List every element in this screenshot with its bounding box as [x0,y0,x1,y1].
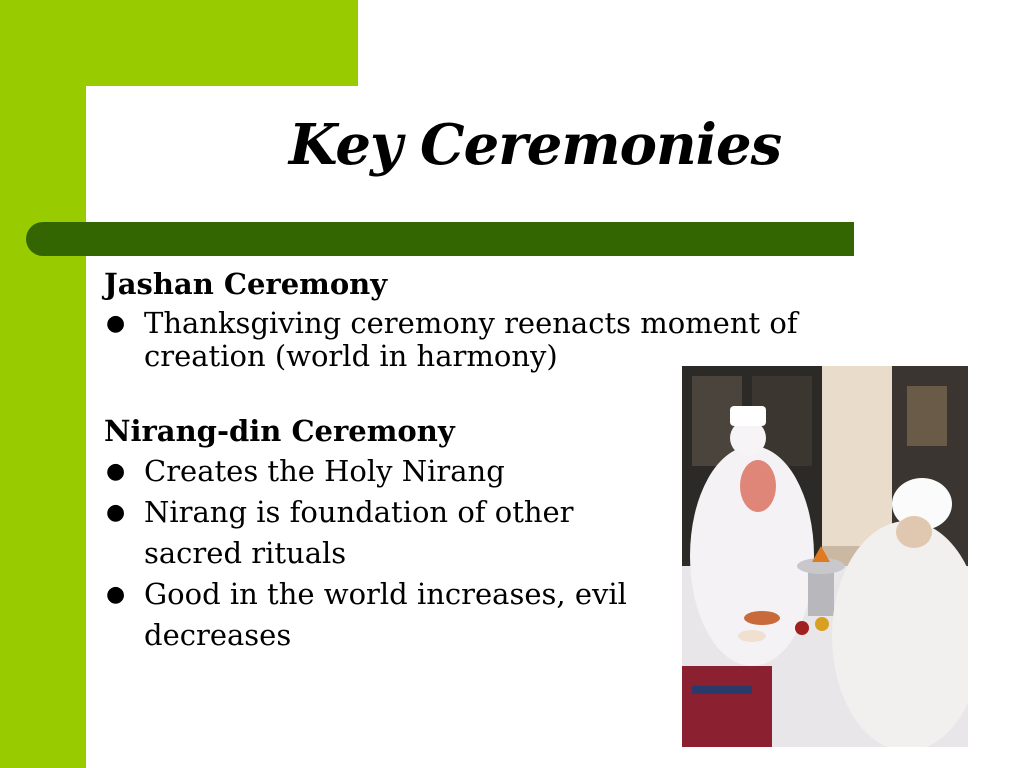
section-heading-jashan: Jashan Ceremony [104,267,388,301]
bullet-item [104,574,644,656]
bullet-icon: ● [106,459,126,484]
bullet-text: Nirang is foundation of other sacred rituals [144,495,574,570]
slide-title: Key Ceremonies [288,112,782,178]
bullet-icon: ● [106,500,126,525]
ceremony-photo-illustration [682,366,968,747]
bullet-text: Good in the world increases, evil decreases [144,577,627,652]
bullet-icon: ● [106,582,126,607]
bullet-text: Thanksgiving ceremony reenacts moment of creation (world in harmony) [144,306,798,373]
bullet-item [104,492,644,574]
bullet-text: Creates the Holy Nirang [144,454,505,488]
bullet-item [104,451,644,492]
section-heading-nirang-din: Nirang-din Ceremony [104,414,455,448]
bullet-item [104,307,904,373]
green-accent-left [0,0,86,768]
title-divider-bar [26,222,854,256]
ceremony-photo [682,366,968,747]
bullet-icon: ● [106,311,126,336]
green-accent-top [0,0,358,86]
